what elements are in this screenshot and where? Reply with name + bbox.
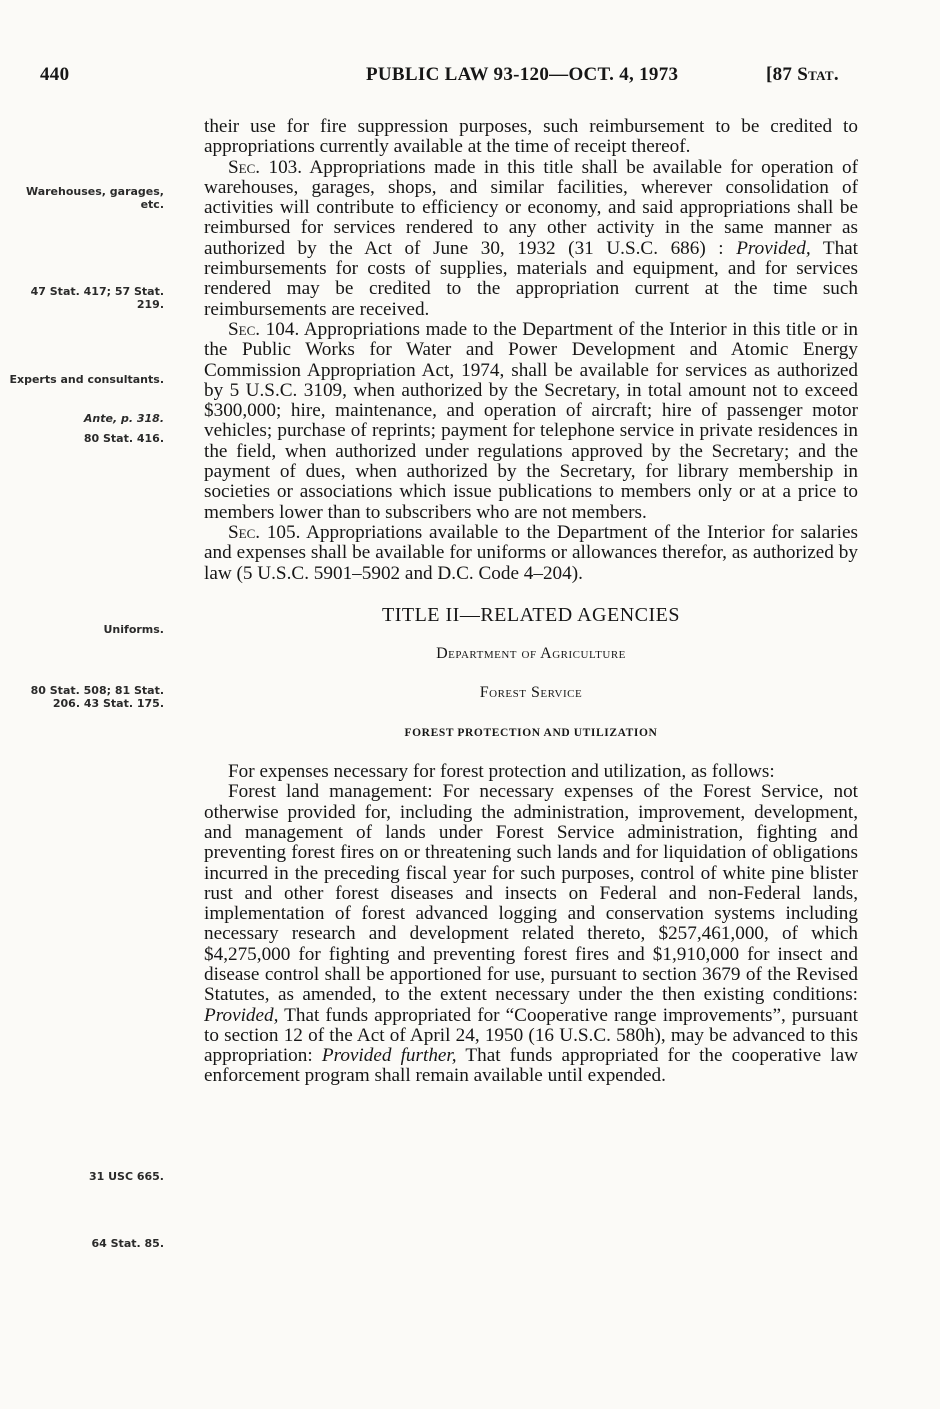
- department-heading: Department of Agriculture: [436, 645, 626, 663]
- continued-paragraph: their use for fire suppression purposes, such reimbursement to be credited to appropriations currently available at the time of receipt thereof.: [204, 116, 858, 158]
- margin-note-stat-417: 47 Stat. 417; 57 Stat. 219.: [30, 285, 164, 311]
- intro-paragraph: For expenses necessary for forest protection and utilization, as follows:: [228, 761, 775, 783]
- subheading: FOREST PROTECTION AND UTILIZATION: [404, 726, 658, 739]
- body-text: [204, 117, 858, 1087]
- agency-heading: Forest Service: [479, 684, 583, 702]
- margin-note-31-usc: 31 USC 665.: [88, 1170, 164, 1183]
- running-title: PUBLIC LAW 93-120—OCT. 4, 1973: [366, 64, 679, 85]
- title-heading: TITLE II—RELATED AGENCIES: [381, 603, 680, 626]
- section-104: Sec. 104. Appropriations made to the Department of the Interior in this title or in the Public Works for Water and Power Development and Atomic Energy Commission Appropriation Act, 1974, shall be available for services as authorized by 5 U.S.C. 3109, when authorized by the Secretary, in total amount not to exceed $300,000; hire, maintenance, and operation of aircraft; hire of passenger motor vehicles; purchase of reprints; payment for telephone service in private residences in the field, when authorized under regulations approved by the Secretary; and the payment of dues, when authorized by the Secretary, for library membership in societies or associations which issue publications to members only or at a price to members lower than to subscribers who are not members.: [204, 318, 858, 523]
- section-label: Sec. 104.: [228, 318, 300, 340]
- margin-note-stat-416: 80 Stat. 416.: [83, 432, 164, 445]
- statute-volume: [87 Stat.: [766, 64, 839, 85]
- section-103: Sec. 103. Appropriations made in this title shall be available for operation of warehouses, garages, shops, and similar facilities, wherever consolidation of activities will contribute to efficiency or economy, and said appropriations shall be reimbursed for services rendered to any other activity in the same manner as authorized by the Act of June 30, 1932 (31 U.S.C. 686) : Provided, That reimbursements for costs of supplies, materials and equipment, and for services rendered may be credited to the appropriation current at the time such reimbursements are received.: [204, 156, 859, 320]
- section-105: Sec. 105. Appropriations available to the Department of the Interior for salaries and expenses shall be available for uniforms or allowances therefor, as authorized by law (5 U.S.C. 5901–5902 and D.C. Code 4–204).: [204, 521, 858, 584]
- section-label: Sec. 105.: [228, 521, 301, 543]
- section-label: Sec. 103.: [228, 156, 303, 178]
- forest-land-management: Forest land management: For necessary expenses of the Forest Service, not otherwise provided for, including the administration, improvement, development, and management of lands under Forest Service administration, fighting and preventing forest fires on or threatening such lands and for liquidation of obligations incurred in the preceding fiscal year for such purposes, control of white pine blister rust and other forest diseases and insects on Federal and non-Federal lands, implementation of forest advanced logging and conservation systems including necessary research and development related thereto, $257,461,000, of which $4,275,000 for fighting and preventing forest fires and $1,910,000 for insect and disease control shall be apportioned for use, pursuant to section 3679 of the Revised Statutes, as amended, to the extent necessary under the then existing conditions: Provided, That funds appropriated for “Cooperative range improvements”, pursuant to section 12 of the Act of April 24, 1950 (16 U.S.C. 580h), may be advanced to this appropriation: Provided further, That funds appropriated for the cooperative law enforcement program shall remain available until expended.: [204, 781, 858, 1087]
- margin-note-ante: Ante, p. 318.: [83, 412, 164, 425]
- margin-note-64-stat: 64 Stat. 85.: [91, 1237, 164, 1250]
- margin-note-stat-508: 80 Stat. 508; 81 Stat. 206. 43 Stat. 175.: [30, 684, 164, 710]
- margin-note-uniforms: Uniforms.: [103, 623, 164, 636]
- page-number: 440: [40, 64, 70, 85]
- margin-note-experts: Experts and consultants.: [9, 373, 164, 386]
- margin-note-warehouses: Warehouses, garages, etc.: [25, 185, 164, 211]
